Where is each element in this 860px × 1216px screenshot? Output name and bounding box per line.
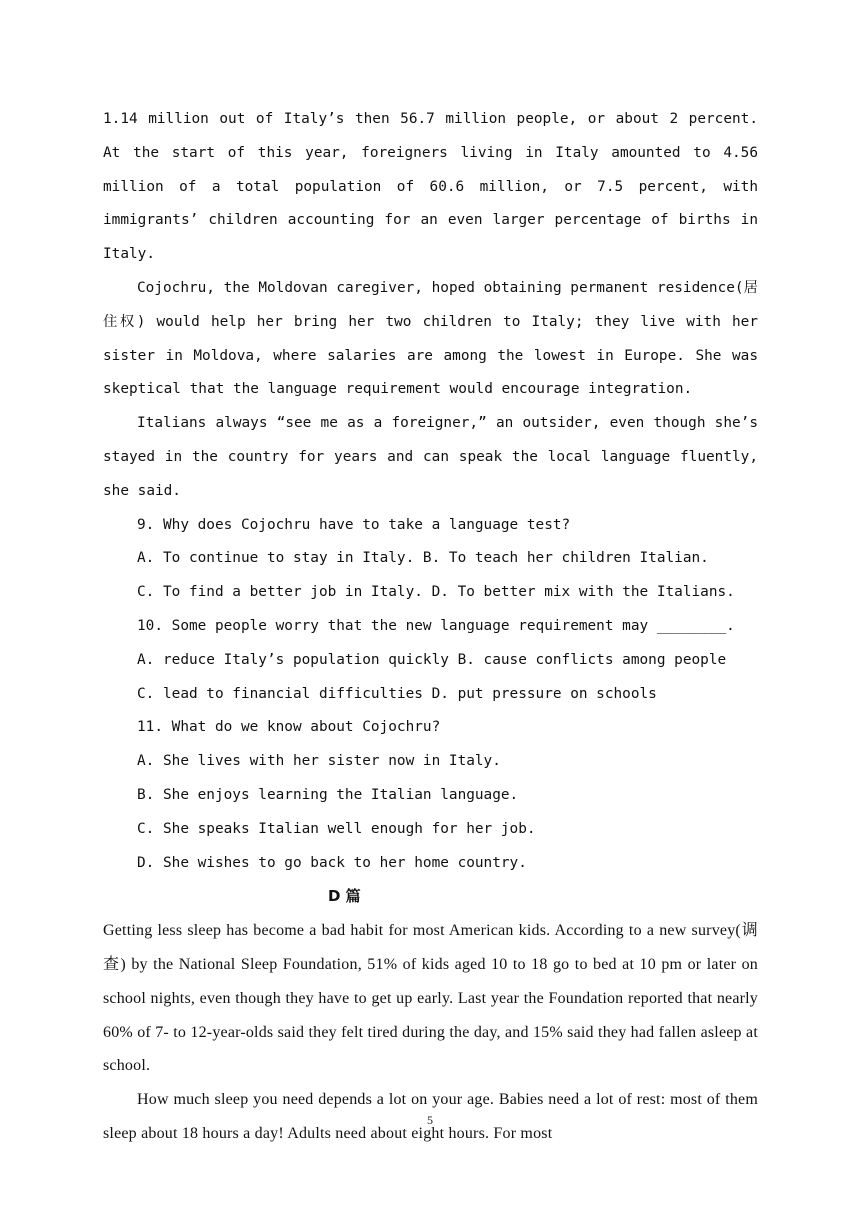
question-9-stem: 9. Why does Cojochru have to take a language test? [137, 516, 571, 533]
paragraph-continuation: 1.14 million out of Italy’s then 56.7 million people, or about 2 percent. At the start of this year, foreigners living in Italy amounted to 4.56 million of a total population of 60.6 million, or 7.5 percent, with immigrants’ children accounting for an even larger percentage of births in Italy. [103, 111, 758, 263]
page-number: 5 [427, 1113, 433, 1127]
paragraph-outsider: Italians always “see me as a foreigner,” an outsider, even though she’s stayed in the country for years and can speak the local language fluently, she said. [103, 415, 758, 499]
question-10-stem: 10. Some people worry that the new language requirement may ________. [137, 617, 735, 634]
paragraph-sleep-age: How much sleep you need depends a lot on your age. Babies need a lot of rest: most of them sleep about 18 hours a day! Adults need about eight hours. For most [103, 1091, 758, 1142]
paragraph-caregiver: Cojochru, the Moldovan caregiver, hoped obtaining permanent residence(居住权) would help her bring her two children to Italy; they live with her sister in Moldova, where salaries are among the lowest in Europe. She was skeptical that the language requirement would encourage integration. [103, 279, 758, 398]
question-11-option-a: A. She lives with her sister now in Italy. [137, 753, 501, 770]
section-d-title: D 篇 [328, 887, 361, 906]
question-9-options-ab: A. To continue to stay in Italy. B. To teach her children Italian. [137, 550, 709, 567]
question-9-options-cd: C. To find a better job in Italy. D. To better mix with the Italians. [137, 584, 735, 601]
paragraph-sleep-survey: Getting less sleep has become a bad habit for most American kids. According to a new survey(调查) by the National Sleep Foundation, 51% of kids aged 10 to 18 go to bed at 10 pm or later on school nights, even though they have to get up early. Last year the Foundation reported that nearly 60% of 7- to 12-year-olds said they felt tired during the day, and 15% said they had fallen asleep at school. [103, 922, 758, 1075]
question-10-options-ab: A. reduce Italy’s population quickly B. cause conflicts among people [137, 651, 727, 668]
question-11-option-b: B. She enjoys learning the Italian language. [137, 786, 519, 803]
page-content [103, 103, 758, 1151]
question-11-option-d: D. She wishes to go back to her home country. [137, 854, 527, 871]
question-10-options-cd: C. lead to financial difficulties D. put pressure on schools [137, 685, 657, 702]
question-11-option-c: C. She speaks Italian well enough for her job. [137, 820, 536, 837]
question-11-stem: 11. What do we know about Cojochru? [137, 719, 441, 736]
